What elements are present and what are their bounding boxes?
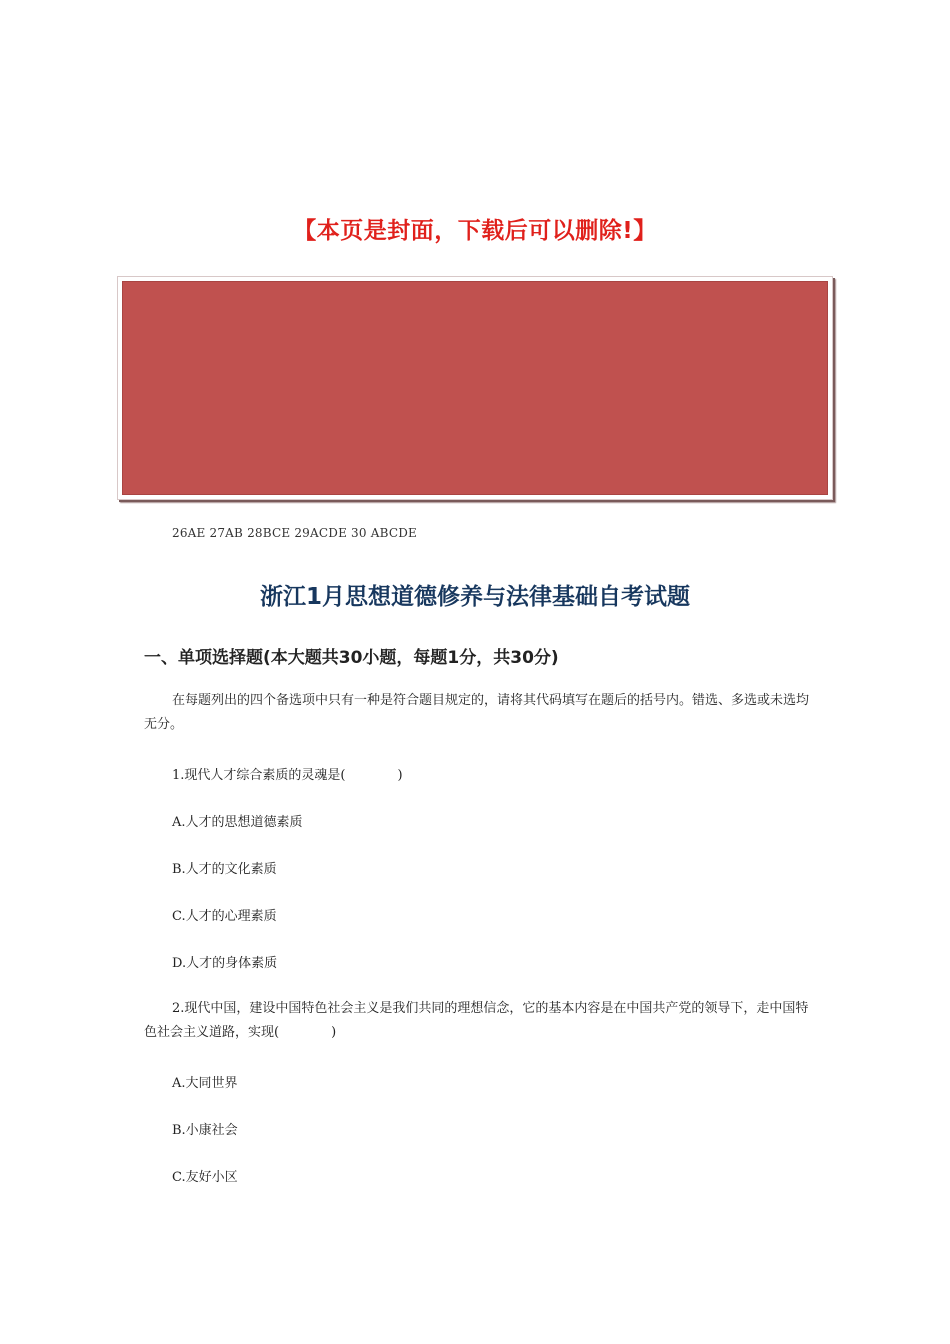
cover-note: 【本页是封面，下载后可以删除!】 — [293, 218, 657, 244]
document-title: 浙江1月思想道德修养与法律基础自考试题 — [259, 584, 690, 610]
banner-fill — [122, 281, 828, 495]
question-2-stem: 2.现代中国，建设中国特色社会主义是我们共同的理想信念，它的基本内容是在中国共产党的领导下，走中国特色社会主义道路，实现( ) — [144, 1001, 809, 1040]
question-1-option-b: B.人才的文化素质 — [172, 862, 277, 877]
question-2-option-b: B.小康社会 — [172, 1123, 238, 1138]
section-heading: 一、单项选择题(本大题共30小题，每题1分，共30分) — [144, 648, 559, 668]
question-1-stem: 1.现代人才综合素质的灵魂是( ) — [172, 768, 403, 783]
banner-image — [117, 276, 833, 500]
section-instructions: 在每题列出的四个备选项中只有一种是符合题目规定的，请将其代码填写在题后的括号内。错选、多选或未选均无分。 — [144, 693, 810, 732]
answer-key: 26AE 27AB 28BCE 29ACDE 30 ABCDE — [172, 526, 418, 540]
question-1-option-d: D.人才的身体素质 — [172, 956, 278, 971]
question-1-option-a: A.人才的思想道德素质 — [172, 815, 303, 830]
question-2-option-c: C.友好小区 — [172, 1170, 238, 1185]
question-2-option-a: A.大同世界 — [172, 1076, 238, 1091]
question-1-option-c: C.人才的心理素质 — [172, 909, 277, 924]
